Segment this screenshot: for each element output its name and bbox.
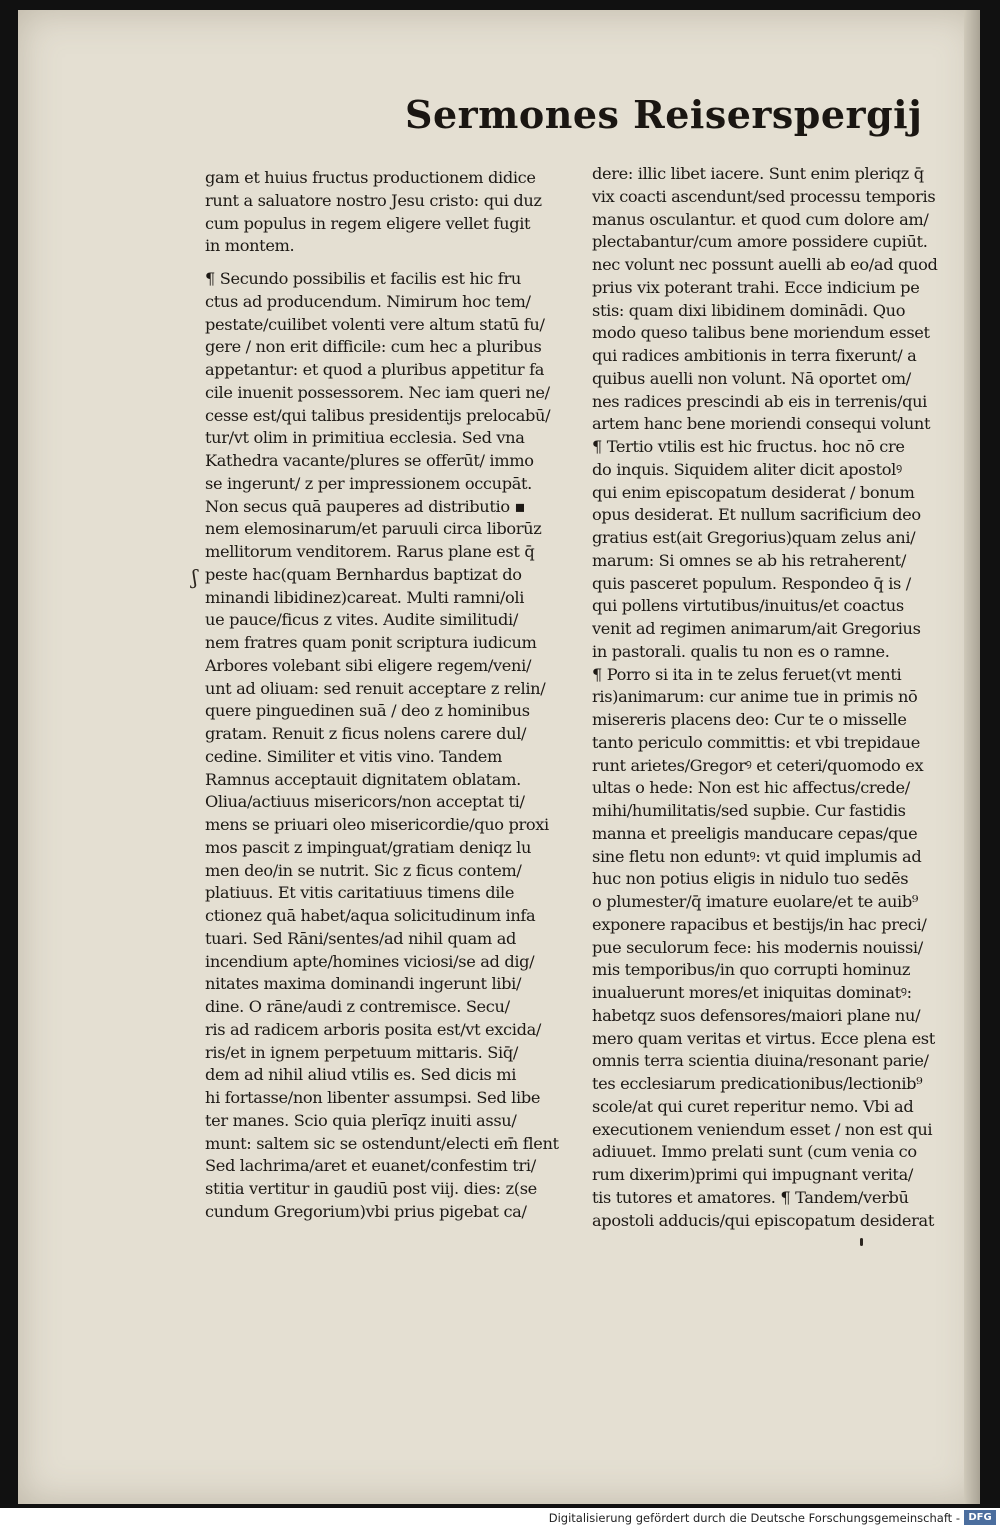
text-line: quibus auelli non volunt. Nā oportet om/ <box>592 368 911 388</box>
text-line: gratius est(ait Gregorius)quam zelus ani/ <box>592 528 916 547</box>
right-text-column <box>592 163 977 1232</box>
text-line: manus osculantur. et quod cum dolore am/ <box>592 209 929 229</box>
text-line: Arbores volebant sibi eligere regem/veni/ <box>205 655 532 675</box>
text-line: quis pasceret populum. Respondeo q̄ is / <box>592 573 911 593</box>
text-line: exponere rapacibus et bestijs/in hac preci/ <box>592 914 927 934</box>
text-line: stis: quam dixi libidinem dominādi. Quo <box>592 300 906 320</box>
text-line: Oliua/actiuus misericors/non acceptat ti/ <box>205 792 525 812</box>
text-line: prius vix poterant trahi. Ecce indicium pe <box>592 277 920 297</box>
footer-bar <box>0 1508 1000 1528</box>
text-line: incendium apte/homines viciosi/se ad dig/ <box>205 951 535 971</box>
text-line: plectabantur/cum amore possidere cupiūt. <box>592 232 928 252</box>
text-line: dine. O rāne/audi z contremisce. Secu/ <box>205 997 510 1016</box>
text-line: huc non potius eligis in nidulo tuo sedēs <box>592 869 909 889</box>
text-line: ris/et in ignem perpetuum mittaris. Siq̄/ <box>205 1042 518 1062</box>
text-line: peste hac(quam Bernhardus baptizat do <box>205 564 522 584</box>
text-line: cum populus in regem eligere vellet fugit <box>205 213 531 233</box>
text-line: mens se priuari oleo misericordie/quo proxi <box>205 815 549 834</box>
text-line: gam et huius fructus productionem didice <box>205 168 536 187</box>
text-line: stitia vertitur in gaudiū post viij. dies: z(se <box>205 1179 537 1198</box>
text-line: nem fratres quam ponit scriptura iudicum <box>205 633 537 652</box>
text-line: mihi/humilitatis/sed supbie. Cur fastidis <box>592 801 906 820</box>
text-line: munt: saltem sic se ostendunt/electi em̄ flent <box>205 1133 559 1153</box>
text-line: scole/at qui curet reperitur nemo. Vbi ad <box>592 1096 914 1116</box>
text-line: ctus ad producendum. Nimirum hoc tem/ <box>205 291 531 311</box>
text-line: in montem. <box>205 236 295 256</box>
text-line: ter manes. Scio quia plerīqz inuiti assu/ <box>205 1110 517 1130</box>
text-line: mero quam veritas et virtus. Ecce plena est <box>592 1028 935 1048</box>
text-line: nec volunt nec possunt auelli ab eo/ad quod <box>592 255 938 274</box>
text-line: tanto periculo committis: et vbi trepidaue <box>592 732 920 752</box>
text-line: opus desiderat. Et nullum sacrificium deo <box>592 505 921 525</box>
text-line: in pastorali. qualis tu non es o ramne. <box>592 641 890 661</box>
text-line: nes radices prescindi ab eis in terrenis/qui <box>592 391 928 411</box>
text-line: o plumester/q̄ imature euolare/et te auib⁹ <box>592 892 919 911</box>
footer-credit: Digitalisierung gefördert durch die Deutsche Forschungsgemeinschaft - <box>548 1511 960 1525</box>
text-line: Non secus quā pauperes ad distributio ▪ <box>205 496 526 516</box>
text-line: manna et preeligis manducare cepas/que <box>592 823 918 843</box>
text-line: ris ad radicem arboris posita est/vt excida/ <box>205 1019 542 1039</box>
text-line: artem hanc bene moriendi consequi volunt <box>592 414 931 434</box>
text-line: cundum Gregorium)vbi prius pigebat ca/ <box>205 1201 527 1221</box>
text-line: cedine. Similiter et vitis vino. Tandem <box>205 746 503 766</box>
text-line: dem ad nihil aliud vtilis es. Sed dicis mi <box>205 1065 517 1085</box>
text-line: runt a saluatore nostro Jesu cristo: qui duz <box>205 190 542 210</box>
text-line: appetantur: et quod a pluribus appetitur fa <box>205 360 545 379</box>
text-line: mis temporibus/in quo corrupti hominuz <box>592 960 911 980</box>
text-line: Kathedra vacante/plures se offerūt/ immo <box>205 451 534 470</box>
text-line: hi fortasse/non libenter assumpsi. Sed libe <box>205 1088 541 1107</box>
text-line: inualuerunt mores/et iniquitas dominatꝰ: <box>592 983 912 1002</box>
text-line: modo queso talibus bene moriendum esset <box>592 323 930 343</box>
text-line: qui radices ambitionis in terra fixerunt/ a <box>592 346 917 365</box>
text-line: mos pascit z impinguat/gratiam deniqz lu <box>205 837 532 857</box>
text-line: do inquis. Siquidem aliter dicit apostolꝰ <box>592 459 902 479</box>
text-line: qui enim episcopatum desiderat / bonum <box>592 482 915 502</box>
text-line: pue seculorum fece: his modernis nouissi/ <box>592 937 923 957</box>
text-line: omnis terra scientia diuina/resonant parie/ <box>592 1051 929 1071</box>
text-line: tis tutores et amatores. ¶ Tandem/verbū <box>592 1187 909 1207</box>
text-line: ¶ Secundo possibilis et facilis est hic fru <box>205 269 521 288</box>
left-text-column <box>205 167 590 1224</box>
text-line: cile inuenit possessorem. Nec iam queri ne/ <box>205 382 550 402</box>
text-line: ctionez quā habet/aqua solicitudinum infa <box>205 906 536 925</box>
text-line: ¶ Tertio vtilis est hic fructus. hoc nō cre <box>592 437 905 456</box>
text-line: sine fletu non eduntꝰ: vt quid implumis ad <box>592 846 922 866</box>
text-line: runt arietes/Gregorꝰ et ceteri/quomodo ex <box>592 755 924 775</box>
text-line: ¶ Porro si ita in te zelus feruet(vt menti <box>592 664 902 684</box>
text-line: venit ad regimen animarum/ait Gregorius <box>592 619 921 638</box>
text-line: quere pinguedinen suā / deo z hominibus <box>205 701 530 721</box>
text-line: pestate/cuilibet volenti vere altum statū fu/ <box>205 314 545 334</box>
text-line: Ramnus acceptauit dignitatem oblatam. <box>205 769 521 789</box>
text-line: Sed lachrima/aret et euanet/confestim tri/ <box>205 1156 536 1176</box>
text-line: ue pauce/ficus z vites. Audite similitudi/ <box>205 610 518 630</box>
dfg-logo: DFG <box>964 1510 996 1525</box>
text-line: men deo/in se nutrit. Sic z ficus contem/ <box>205 860 522 880</box>
text-line: se ingerunt/ z per impressionem occupāt. <box>205 473 532 493</box>
running-head: Sermones Reiserspergij <box>405 92 923 137</box>
text-line: apostoli adducis/qui episcopatum desiderat <box>592 1210 934 1230</box>
text-line: executionem veniendum esset / non est qui <box>592 1119 933 1139</box>
ink-speck <box>860 1238 863 1246</box>
text-line: cesse est/qui talibus presidentijs prelocabū/ <box>205 405 551 425</box>
paragraph-gap <box>205 258 590 268</box>
text-line: tes ecclesiarum predicationibus/lectionib⁹ <box>592 1074 923 1093</box>
text-line: mellitorum venditorem. Rarus plane est q̄ <box>205 542 535 561</box>
text-line: gratam. Renuit z ficus nolens carere dul/ <box>205 724 527 743</box>
text-line: nem elemosinarum/et paruuli circa liborūz <box>205 519 542 539</box>
text-line: dere: illic libet iacere. Sunt enim pleriqz q̄ <box>592 164 924 183</box>
text-line: rum dixerim)primi qui impugnant verita/ <box>592 1165 913 1184</box>
text-line: qui pollens virtutibus/inuitus/et coactus <box>592 596 904 616</box>
text-line: gere / non erit difficile: cum hec a pluribus <box>205 337 542 357</box>
text-line: habetqz suos defensores/maiori plane nu/ <box>592 1005 921 1025</box>
text-line: tur/vt olim in primitiua ecclesia. Sed vna <box>205 428 525 448</box>
text-line: minandi libidinez)careat. Multi ramni/oli <box>205 587 525 607</box>
text-line: vix coacti ascendunt/sed processu temporis <box>592 186 936 206</box>
text-line: ris)animarum: cur anime tue in primis nō <box>592 687 918 707</box>
text-line: marum: Si omnes se ab his retraherent/ <box>592 550 906 570</box>
text-line: ultas o hede: Non est hic affectus/crede/ <box>592 778 910 798</box>
text-line: adiuuet. Immo prelati sunt (cum venia co <box>592 1142 917 1162</box>
text-line: nitates maxima dominandi ingerunt libi/ <box>205 974 522 994</box>
text-line: platiuus. Et vitis caritatiuus timens dile <box>205 883 515 903</box>
marginal-mark: ʃ <box>192 565 198 589</box>
text-line: unt ad oliuam: sed renuit acceptare z relin/ <box>205 678 546 698</box>
text-line: tuari. Sed Rāni/sentes/ad nihil quam ad <box>205 928 517 948</box>
text-line: misereris placens deo: Cur te o misselle <box>592 710 907 729</box>
